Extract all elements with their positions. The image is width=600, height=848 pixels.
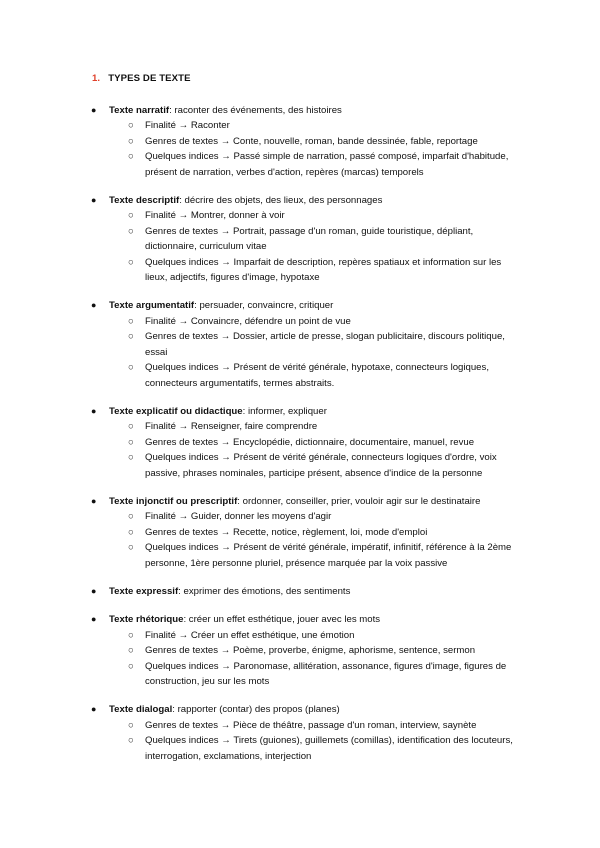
sub-item-text: Genres de textes → Encyclopédie, dictionnaire, documentaire, manuel, revue (145, 436, 475, 448)
text-type-item (0, 404, 600, 481)
circle-bullet-icon: ○ (128, 256, 134, 268)
bullet-icon: ● (91, 105, 97, 115)
sub-item-text: Quelques indices → Imparfait de description, repères spatiaux et information sur les lieux, adjectifs, figures d'image, hypotaxe (145, 256, 502, 284)
text-type-description: : ordonner, conseiller, prier, vouloir agir sur le destinataire (237, 495, 481, 507)
circle-bullet-icon: ○ (128, 210, 134, 222)
sub-list-item (0, 450, 600, 481)
text-type-name: Texte explicatif ou didactique (109, 405, 243, 417)
circle-bullet-icon: ○ (128, 629, 134, 641)
bullet-icon: ● (91, 704, 97, 715)
text-type-name: Texte expressif (109, 585, 179, 597)
sub-list-item (0, 134, 600, 149)
sub-list-item (0, 733, 600, 764)
sub-list-item (0, 525, 600, 540)
sub-item-text: Finalité → Montrer, donner à voir (145, 210, 285, 222)
sub-list-item (0, 718, 600, 733)
text-type-description: : persuader, convaincre, critiquer (194, 300, 334, 312)
text-type-description: : rapporter (contar) des propos (planes) (172, 704, 340, 716)
bullet-icon: ● (91, 585, 97, 596)
sub-list-item (0, 435, 600, 450)
sub-list (0, 314, 600, 391)
sub-item-text: Finalité → Créer un effet esthétique, une émotion (145, 629, 355, 641)
sub-list-item (0, 540, 600, 571)
bullet-icon: ● (91, 495, 97, 506)
text-type-description: : raconter des événements, des histoires (169, 105, 342, 116)
sub-list (0, 419, 600, 481)
circle-bullet-icon: ○ (128, 645, 134, 657)
circle-bullet-icon: ○ (128, 660, 134, 672)
text-type-item (0, 494, 600, 571)
sub-item-text: Genres de textes → Dossier, article de presse, slogan publicitaire, discours politique, essai (145, 331, 505, 358)
sub-list (0, 628, 600, 690)
bullet-icon: ● (91, 300, 97, 311)
sub-item-text: Finalité → Guider, donner les moyens d'agir (145, 511, 332, 523)
circle-bullet-icon: ○ (128, 151, 134, 163)
sub-list-item (0, 643, 600, 658)
sub-item-text: Quelques indices → Paronomase, allitération, assonance, figures d'image, figures de construction, jeu sur les mots (145, 660, 507, 687)
text-type-line (0, 193, 600, 208)
bullet-icon: ● (91, 614, 97, 625)
sub-list-item (0, 628, 600, 643)
circle-bullet-icon: ○ (128, 542, 134, 554)
text-type-line (0, 584, 600, 599)
text-type-description: : exprimer des émotions, des sentiments (178, 585, 351, 597)
sub-item-text: Quelques indices → Passé simple de narration, passé composé, imparfait d'habitude, présent de narration, verbes d'action, repères (marcas) temporels (145, 151, 509, 178)
text-type-line (0, 298, 600, 313)
text-type-item (0, 103, 600, 180)
text-type-name: Texte rhétorique (109, 614, 184, 626)
text-type-description: : informer, expliquer (242, 405, 327, 417)
sub-list-item (0, 659, 600, 690)
circle-bullet-icon: ○ (128, 452, 134, 464)
sub-list-item (0, 329, 600, 360)
sub-list-item (0, 149, 600, 180)
sub-list (0, 208, 600, 285)
heading-title: TYPES DE TEXTE (108, 73, 191, 84)
text-type-description: : décrire des objets, des lieux, des personnages (179, 195, 383, 207)
sub-item-text: Genres de textes → Pièce de théâtre, passage d'un roman, interview, saynète (145, 719, 477, 731)
circle-bullet-icon: ○ (128, 735, 134, 747)
circle-bullet-icon: ○ (128, 225, 134, 237)
circle-bullet-icon: ○ (128, 719, 134, 731)
sub-item-text: Genres de textes → Poème, proverbe, énigme, aphorisme, sentence, sermon (145, 645, 476, 657)
sub-item-text: Genres de textes → Portrait, passage d'un roman, guide touristique, dépliant, dictionnaire, curriculum vitae (145, 225, 474, 253)
circle-bullet-icon: ○ (128, 526, 134, 538)
text-type-item (0, 193, 600, 285)
text-type-name: Texte dialogal (109, 704, 173, 716)
sub-list (0, 509, 600, 571)
circle-bullet-icon: ○ (128, 331, 134, 343)
sub-list (0, 118, 600, 180)
bullet-icon: ● (91, 195, 97, 206)
sub-list-item (0, 118, 600, 133)
sub-item-text: Finalité → Renseigner, faire comprendre (145, 421, 318, 433)
circle-bullet-icon: ○ (128, 362, 134, 374)
sub-item-text: Finalité → Convaincre, défendre un point de vue (145, 315, 351, 327)
section-heading (92, 73, 191, 84)
circle-bullet-icon: ○ (128, 436, 134, 448)
sub-item-text: Genres de textes → Conte, nouvelle, roman, bande dessinée, fable, reportage (145, 135, 478, 147)
text-type-name: Texte injonctif ou prescriptif (109, 495, 238, 507)
text-type-item (0, 702, 600, 764)
sub-list-item (0, 314, 600, 329)
text-type-line (0, 404, 600, 419)
sub-list-item (0, 509, 600, 524)
text-types-list (0, 103, 600, 777)
sub-item-text: Finalité → Raconter (145, 120, 230, 132)
heading-number: 1. (92, 73, 101, 84)
circle-bullet-icon: ○ (128, 315, 134, 327)
text-type-line (0, 612, 600, 627)
sub-list-item (0, 419, 600, 434)
text-type-line (0, 494, 600, 509)
sub-list-item (0, 208, 600, 223)
circle-bullet-icon: ○ (128, 511, 134, 523)
text-type-description: : créer un effet esthétique, jouer avec les mots (183, 614, 381, 626)
bullet-icon: ● (91, 405, 97, 416)
text-type-name: Texte argumentatif (109, 300, 195, 312)
sub-item-text: Quelques indices → Tirets (guiones), guillemets (comillas), identification des locuteurs, interrogation, exclamations, interjection (145, 735, 513, 762)
text-type-name: Texte narratif (109, 105, 170, 116)
text-type-line (0, 702, 600, 717)
sub-list-item (0, 255, 600, 286)
circle-bullet-icon: ○ (128, 120, 134, 132)
text-type-item (0, 612, 600, 689)
sub-item-text: Quelques indices → Présent de vérité générale, impératif, infinitif, référence à la 2ème personne, 1ère personne pluriel, présence marquée par la voix passive (145, 542, 512, 569)
sub-item-text: Quelques indices → Présent de vérité générale, connecteurs logiques d'ordre, voix passive, phrases nominales, participe présent, absence d'indice de la personne (145, 452, 497, 479)
text-type-item (0, 584, 600, 599)
sub-list (0, 718, 600, 764)
sub-item-text: Genres de textes → Recette, notice, règlement, loi, mode d'emploi (145, 526, 428, 538)
sub-list-item (0, 224, 600, 255)
text-type-name: Texte descriptif (109, 195, 180, 207)
text-type-item (0, 298, 600, 390)
sub-list-item (0, 360, 600, 391)
circle-bullet-icon: ○ (128, 421, 134, 433)
text-type-line (0, 103, 600, 118)
circle-bullet-icon: ○ (128, 135, 134, 147)
sub-item-text: Quelques indices → Présent de vérité générale, hypotaxe, connecteurs logiques, connecteurs argumentatifs, termes abstraits. (145, 362, 489, 389)
